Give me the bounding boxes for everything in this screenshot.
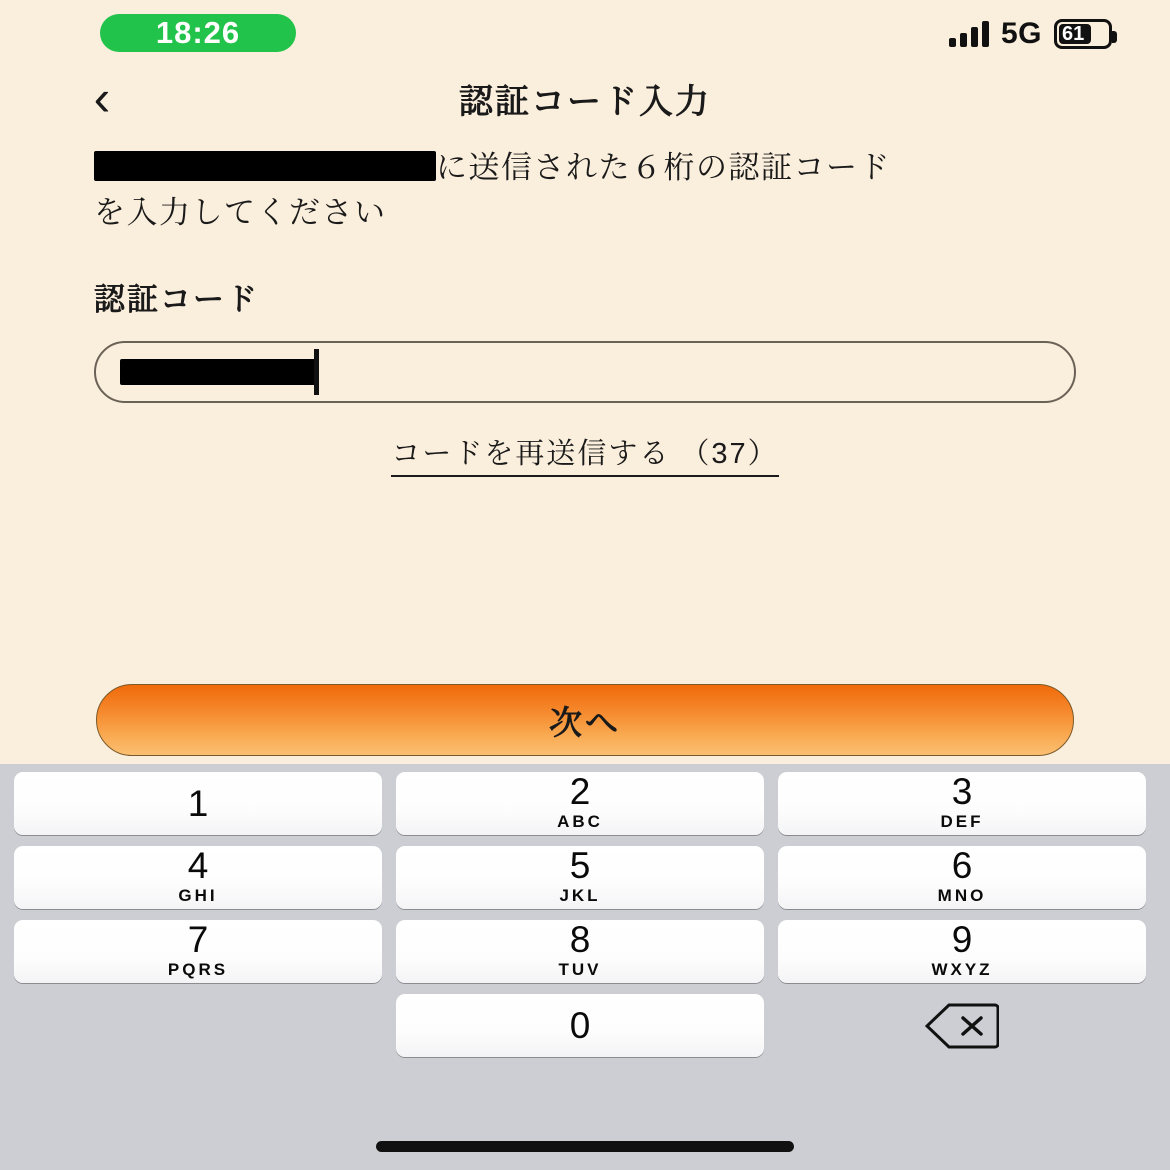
key-blank-left [14, 994, 382, 1057]
keyboard-row-1 [0, 772, 1170, 835]
backspace-icon [925, 1001, 999, 1051]
key-8-number: 8 [569, 919, 591, 961]
next-button-label: 次へ [549, 703, 621, 741]
key-5-number: 5 [569, 845, 591, 887]
key-7-letters: PQRS [167, 959, 229, 979]
signal-bars-icon [949, 21, 989, 47]
key-9-letters: WXYZ [931, 959, 993, 979]
code-field-label: 認証コード [94, 281, 259, 317]
key-0[interactable] [396, 994, 764, 1057]
network-type-label: 5G [1000, 17, 1042, 50]
home-indicator [376, 1141, 794, 1152]
key-9-number: 9 [951, 919, 973, 961]
key-3-letters: DEF [940, 811, 984, 831]
description-part-2: を入力してください [94, 194, 387, 230]
status-right-group [949, 14, 1112, 54]
status-time-pill [100, 14, 296, 52]
nav-bar [0, 62, 1170, 134]
key-3-number: 3 [951, 771, 973, 813]
keyboard-row-4 [0, 994, 1170, 1057]
key-4[interactable] [14, 846, 382, 909]
text-caret [314, 349, 319, 395]
key-4-letters: GHI [178, 885, 218, 905]
key-5[interactable] [396, 846, 764, 909]
key-6-number: 6 [951, 845, 973, 887]
key-0-number: 0 [569, 1005, 591, 1046]
main-content [0, 146, 1170, 477]
page-title: 認証コード入力 [459, 83, 711, 121]
redacted-code-value [120, 359, 316, 385]
key-9[interactable] [778, 920, 1146, 983]
description-text [94, 146, 1076, 236]
key-8[interactable] [396, 920, 764, 983]
verification-code-input[interactable] [94, 341, 1076, 403]
key-6[interactable] [778, 846, 1146, 909]
key-1[interactable] [14, 772, 382, 835]
keyboard-row-3 [0, 920, 1170, 983]
key-3[interactable] [778, 772, 1146, 835]
key-backspace[interactable] [778, 994, 1146, 1057]
keyboard-row-2 [0, 846, 1170, 909]
key-4-number: 4 [187, 845, 209, 887]
key-2-letters: ABC [557, 811, 603, 831]
key-2[interactable] [396, 772, 764, 835]
key-7[interactable] [14, 920, 382, 983]
redacted-destination [94, 151, 436, 181]
key-6-letters: MNO [937, 885, 987, 905]
key-8-letters: TUV [558, 959, 602, 979]
key-7-number: 7 [187, 919, 209, 961]
key-5-letters: JKL [559, 885, 601, 905]
next-button[interactable] [96, 684, 1074, 756]
key-2-number: 2 [569, 771, 591, 813]
status-time: 18:26 [155, 15, 241, 50]
battery-icon [1054, 19, 1112, 49]
status-bar [0, 0, 1170, 62]
battery-percent-label: 61 [1062, 23, 1085, 45]
numeric-keyboard [0, 764, 1170, 1170]
resend-code-link[interactable]: コードを再送信する （37） [391, 431, 778, 477]
description-part-1: に送信された６桁の認証コード [436, 150, 891, 185]
key-1-number: 1 [187, 783, 209, 824]
chevron-left-icon: ‹ [93, 70, 111, 126]
